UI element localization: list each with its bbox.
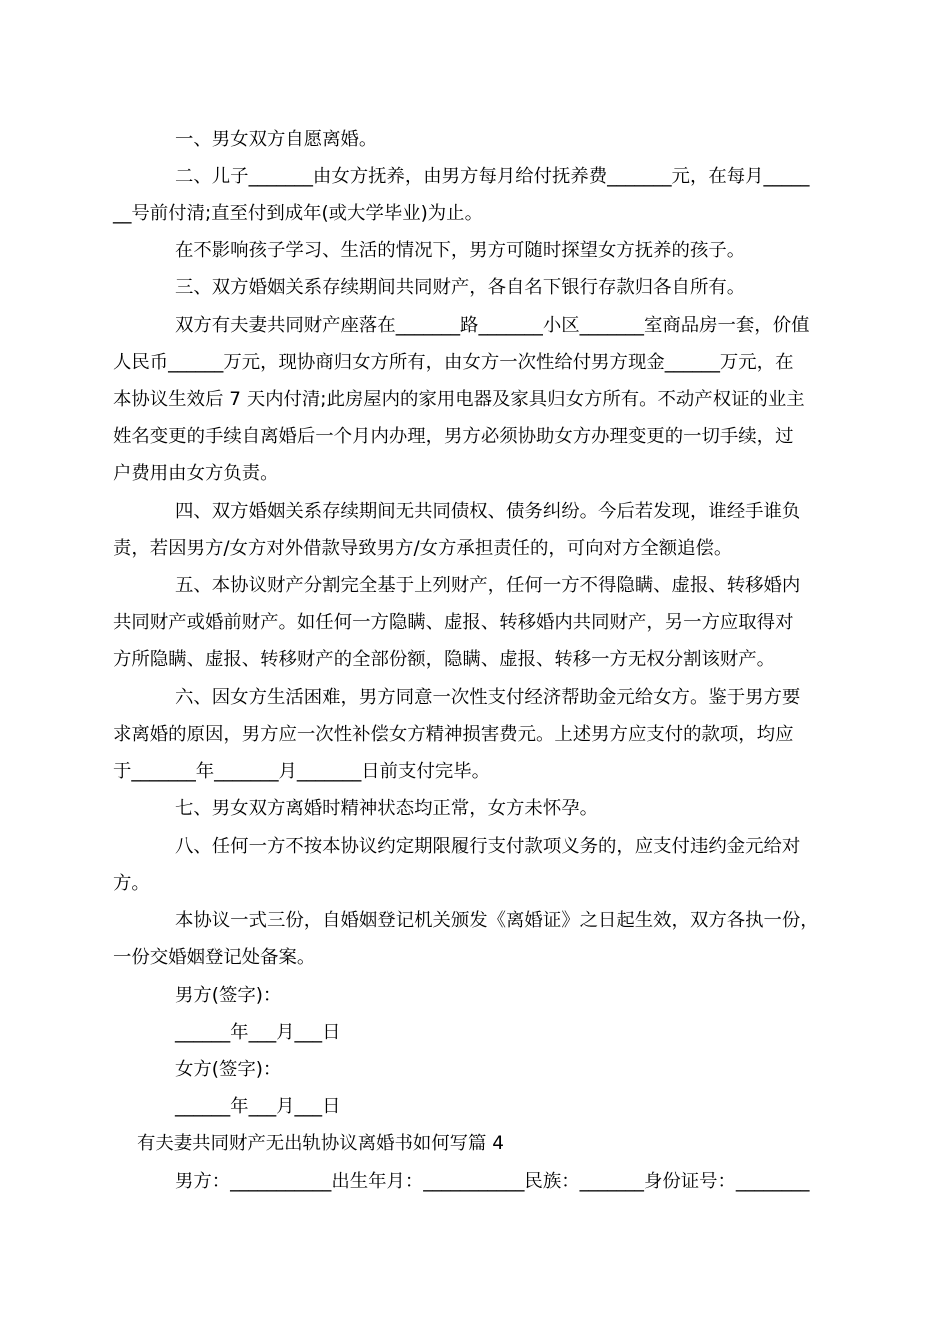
text-line: __号前付清;直至付到成年(或大学毕业)为止。 [113,203,483,224]
paragraph-1 [0,121,950,159]
text-line: 在不影响孩子学习、生活的情况下，男方可随时探望女方抚养的孩子。 [175,240,746,261]
paragraph-9 [0,790,950,828]
paragraph-5-cont [0,344,950,382]
signature-date-male [0,1014,950,1052]
text-line: 七、男女双方离婚时精神状态均正常，女方未怀孕。 [175,798,598,819]
paragraph-2-cont [0,195,950,233]
text-line: 共同财产或婚前财产。如任何一方隐瞒、虚报、转移婚内共同财产，另一方应取得对 [113,612,794,633]
paragraph-3 [0,232,950,270]
signature-label-female [0,1051,950,1089]
text-line: 人民币______万元，现协商归女方所有，由女方一次性给付男方现金______万元，在 [113,352,794,373]
text-line: 姓名变更的手续自离婚后一个月内办理，男方必须协助女方办理变更的一切手续，过 [113,426,794,447]
section-heading [0,1125,950,1163]
paragraph-2 [0,158,950,196]
text-line: 户费用由女方负责。 [113,463,279,484]
text-line: 一份交婚姻登记处备案。 [113,947,316,968]
text-line: 二、儿子_______由女方抚养，由男方每月给付抚养费_______元，在每月_____ [175,166,810,187]
text-line: 女方(签字)： [175,1059,282,1080]
paragraph-5-cont [0,418,950,456]
text-line: 八、任何一方不按本协议约定期限履行支付款项义务的，应支付违约金元给对 [175,836,801,857]
male-info-line [0,1163,950,1201]
text-line: ______年___月___日 [175,1096,341,1117]
paragraph-7-cont [0,604,950,642]
paragraph-8-cont [0,716,950,754]
paragraph-11 [0,902,950,940]
text-line: ______年___月___日 [175,1022,341,1043]
text-line: 方所隐瞒、虚报、转移财产的全部份额，隐瞒、虚报、转移一方无权分割该财产。 [113,649,776,670]
text-line: 五、本协议财产分割完全基于上列财产，任何一方不得隐瞒、虚报、转移婚内 [175,575,801,596]
text-line: 方。 [113,873,150,894]
signature-label-male [0,977,950,1015]
paragraph-10-cont [0,865,950,903]
text-line: 责，若因男方/女方对外借款导致男方/女方承担责任的，可向对方全额追偿。 [113,538,733,559]
paragraph-5-cont [0,455,950,493]
text-line: 本协议一式三份，自婚姻登记机关颁发《离婚证》之日起生效，双方各执一份， [175,910,819,931]
text-line: 求离婚的原因，男方应一次性补偿女方精神损害费元。上述男方应支付的款项，均应 [113,724,794,745]
text-line: 男方(签字)： [175,985,282,1006]
text-line: 一、男女双方自愿离婚。 [175,129,378,150]
paragraph-7-cont [0,641,950,679]
paragraph-11-cont [0,939,950,977]
paragraph-6-cont [0,530,950,568]
paragraph-6 [0,493,950,531]
paragraph-8-cont [0,753,950,791]
paragraph-8 [0,679,950,717]
text-line: 四、双方婚姻关系存续期间无共同债权、债务纠纷。今后若发现，谁经手谁负 [175,501,801,522]
paragraph-5-cont [0,381,950,419]
paragraph-7 [0,567,950,605]
text-line: 三、双方婚姻关系存续期间共同财产，各自名下银行存款归各自所有。 [175,277,746,298]
signature-date-female [0,1088,950,1126]
text-line: 男方：___________出生年月：___________民族：_______身份证号：________ [175,1171,810,1192]
text-line: 于_______年_______月_______日前支付完毕。 [113,761,491,782]
text-line: 六、因女方生活困难，男方同意一次性支付经济帮助金元给女方。鉴于男方要 [175,687,801,708]
paragraph-4 [0,269,950,307]
text-line: 有夫妻共同财产无出轨协议离婚书如何写篇 4 [137,1133,504,1154]
paragraph-10 [0,828,950,866]
paragraph-5 [0,307,950,345]
text-line: 本协议生效后 7 天内付清;此房屋内的家用电器及家具归女方所有。不动产权证的业主 [113,389,805,410]
text-line: 双方有夫妻共同财产座落在_______路_______小区_______室商品房一套，价值 [175,315,810,336]
